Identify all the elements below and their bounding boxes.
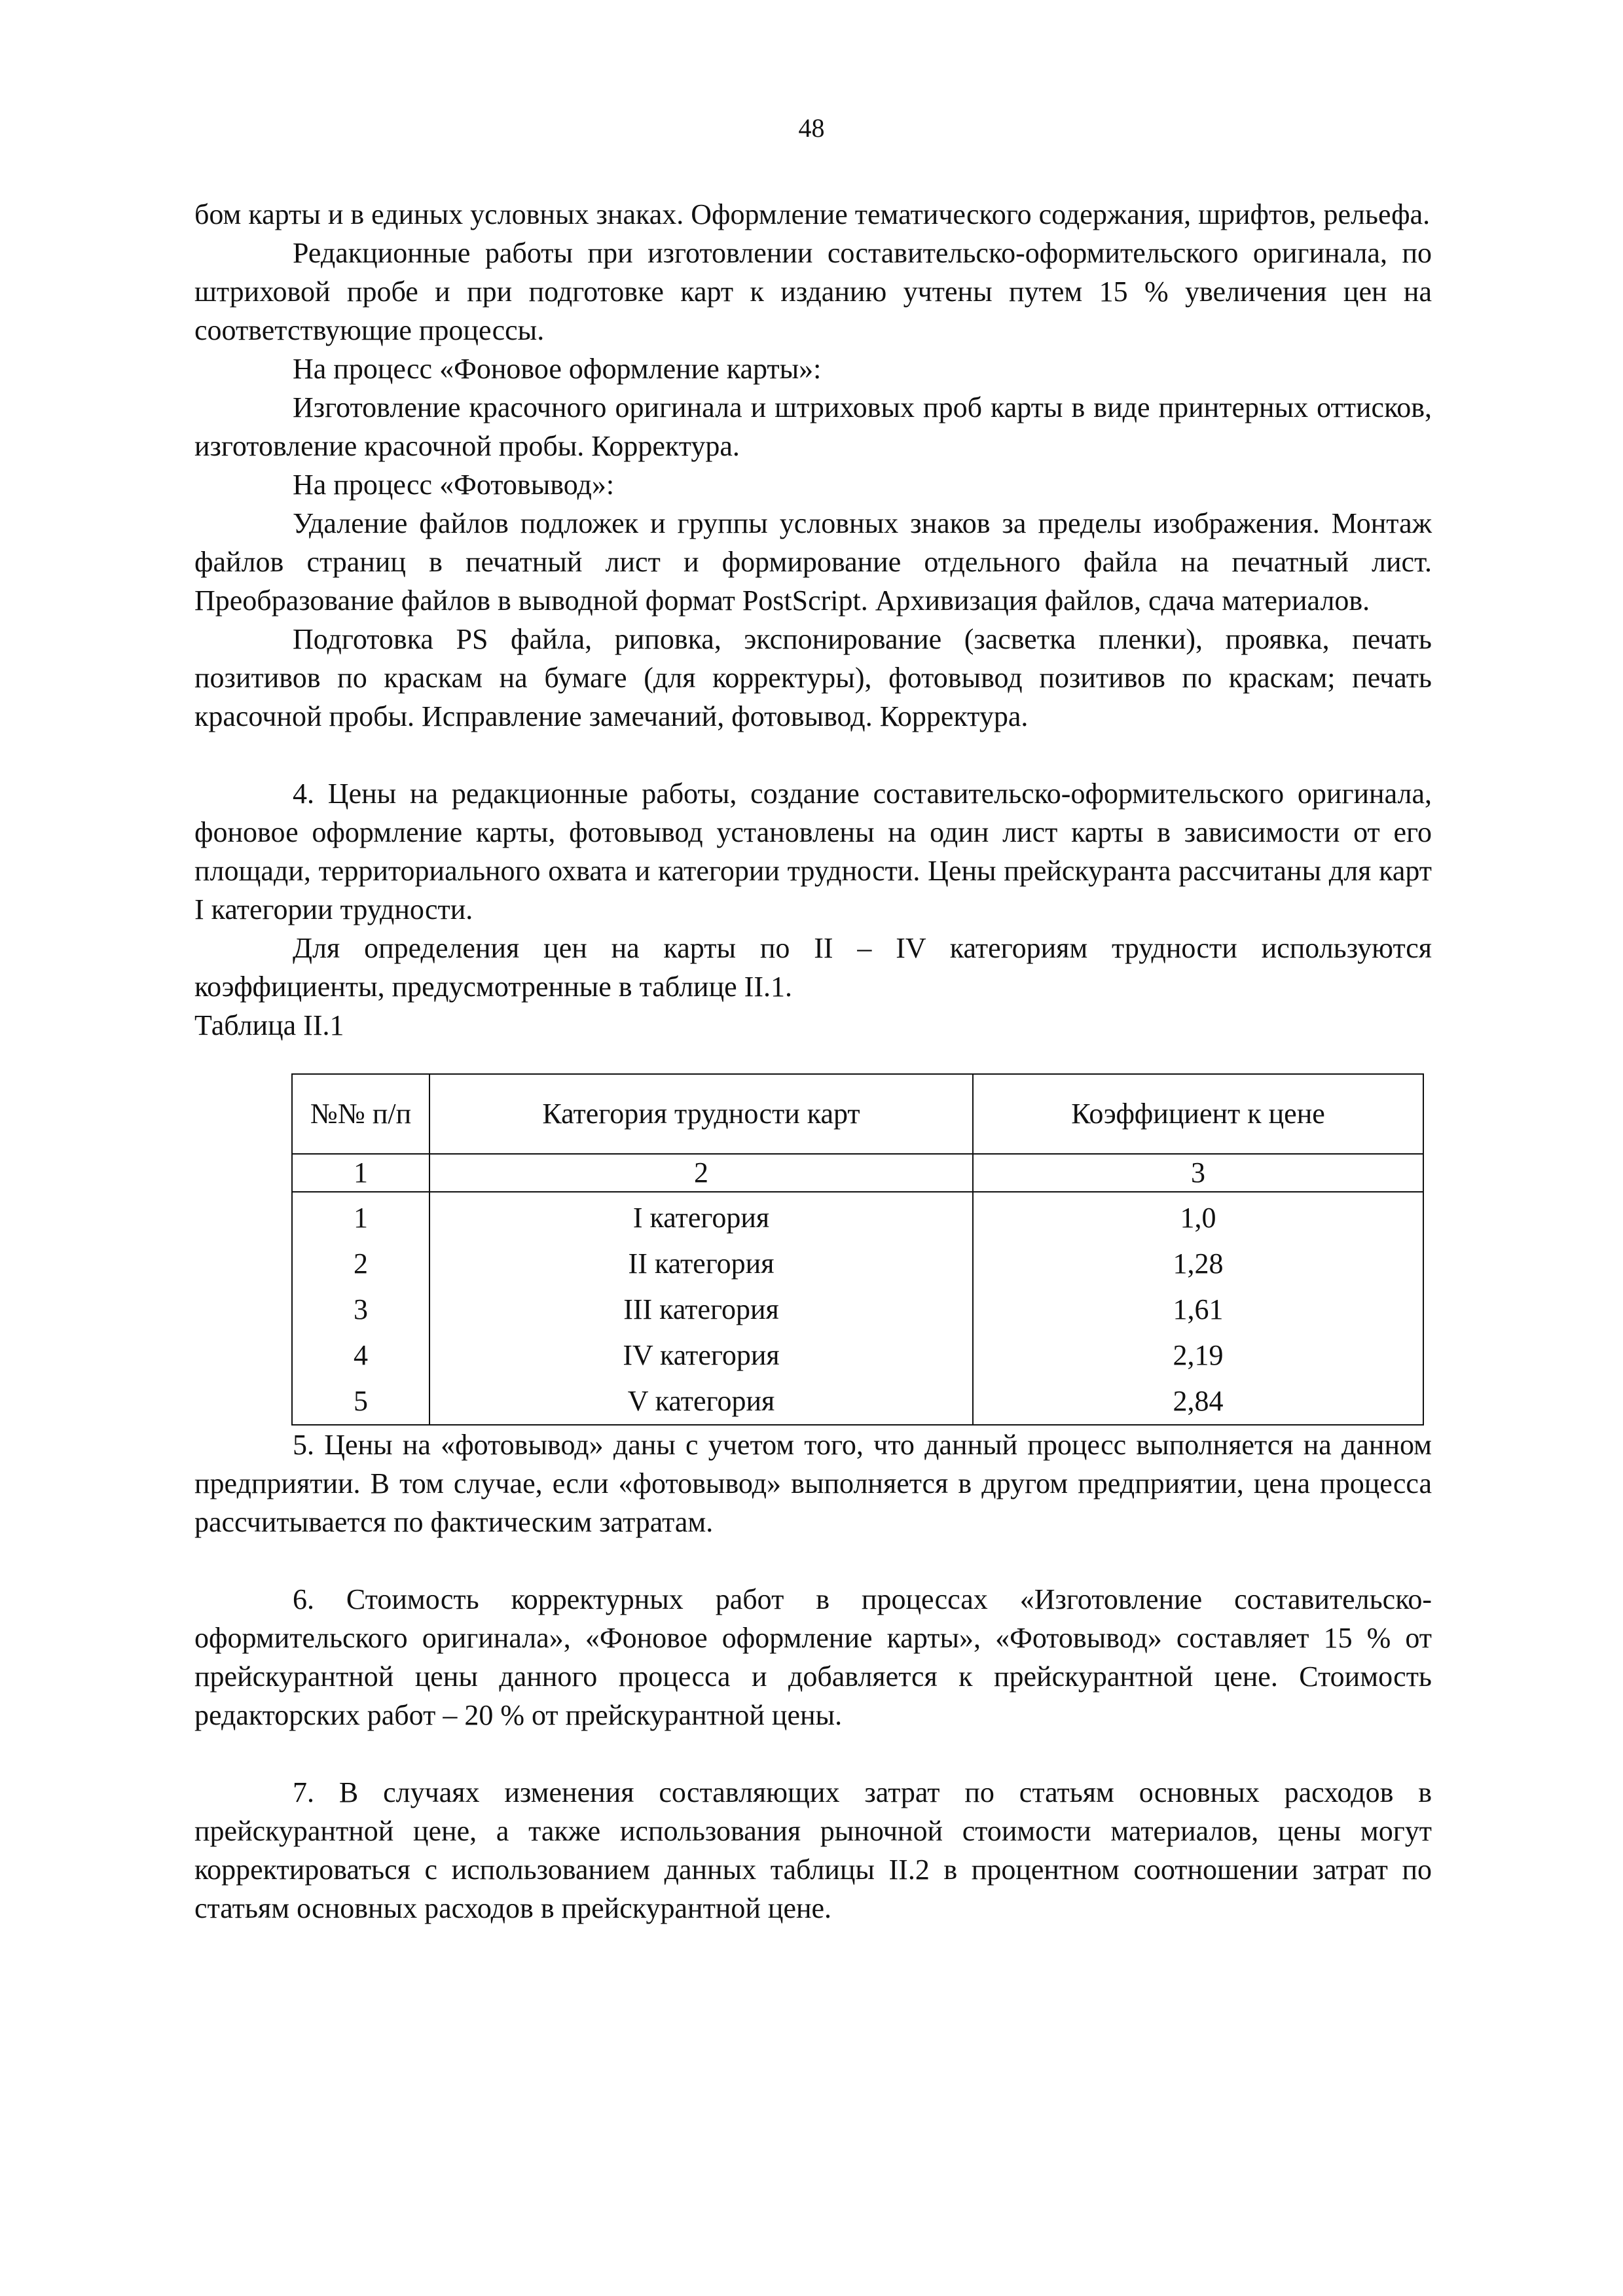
row-coefficient: 2,19 [973, 1333, 1423, 1378]
row-index: 4 [292, 1333, 429, 1378]
row-category: III категория [429, 1287, 973, 1333]
row-coefficient: 1,0 [973, 1192, 1423, 1241]
paragraph-item-6: 6. Стоимость корректурных работ в процессах «Изготовление составительско-оформительского оригинала», «Фоновое оформление карты», «Фотовывод» составляет 15 % от прейскурантной цены данного процесса и добавляется к прейскурантной цене. Стоимость редакторских работ – 20 % от прейскурантной цены. [194, 1583, 1432, 1731]
paragraph-item-5: 5. Цены на «фотовывод» даны с учетом того, что данный процесс выполняется на данном предприятии. В том случае, если «фотовывод» выполняется в другом предприятии, цена процесса рассчитывается по фактическим затратам. [194, 1429, 1432, 1538]
paragraph-item-4: 4. Цены на редакционные работы, создание составительско-оформительского оригинала, фоновое оформление карты, фотовывод установлены на один лист карты в зависимости от его площади, территориального охвата и категории трудности. Цены прейскуранта рассчитаны для карт I категории трудности. [194, 778, 1432, 925]
row-category: IV категория [429, 1333, 973, 1378]
paragraph-background-process-heading: На процесс «Фоновое оформление карты»: [293, 353, 822, 385]
coefficient-table-wrapper [291, 1073, 1423, 1426]
table-row [292, 1192, 1423, 1241]
paragraph-photo-output-heading: На процесс «Фотовывод»: [293, 469, 615, 501]
row-index: 1 [292, 1192, 429, 1241]
row-category: II категория [429, 1241, 973, 1287]
coefficient-table [291, 1073, 1424, 1426]
table-caption: Таблица II.1 [194, 1009, 344, 1041]
document-body [194, 195, 1432, 1928]
row-category: V категория [429, 1378, 973, 1425]
paragraph-item-7: 7. В случаях изменения составляющих затрат по статьям основных расходов в прейскурантной цене, а также использования рыночной стоимости материалов, цены могут корректироваться с использованием данных таблицы II.2 в процентном соотношении затрат по статьям основных расходов в прейскурантной цене. [194, 1776, 1432, 1924]
column-number: 3 [973, 1154, 1423, 1192]
table-row [292, 1378, 1423, 1425]
row-coefficient: 1,61 [973, 1287, 1423, 1333]
column-number: 1 [292, 1154, 429, 1192]
header-coefficient: Коэффициент к цене [973, 1074, 1423, 1154]
column-number: 2 [429, 1154, 973, 1192]
table-header-row [292, 1074, 1423, 1154]
paragraph-editorial-work: Редакционные работы при изготовлении составительско-оформительского оригинала, по штриховой пробе и при подготовке карт к изданию учтены путем 15 % увеличения цен на соответствующие процессы. [194, 237, 1432, 346]
header-category: Категория трудности карт [429, 1074, 973, 1154]
row-coefficient: 2,84 [973, 1378, 1423, 1425]
paragraph-background-process-body: Изготовление красочного оригинала и штриховых проб карты в виде принтерных оттисков, изготовление красочной пробы. Корректура. [194, 391, 1432, 462]
paragraph-photo-output-body-1: Удаление файлов подложек и группы условных знаков за пределы изображения. Монтаж файлов страниц в печатный лист и формирование отдельного файла на печатный лист. Преобразование файлов в выводной формат PostScript. Архивизация файлов, сдача материалов. [194, 507, 1432, 617]
paragraph-photo-output-body-2: Подготовка PS файла, риповка, экспонирование (засветка пленки), проявка, печать позитивов по краскам на бумаге (для корректуры), фотовывод позитивов по краскам; печать красочной пробы. Исправление замечаний, фотовывод. Корректура. [194, 623, 1432, 732]
table-row [292, 1241, 1423, 1287]
row-coefficient: 1,28 [973, 1241, 1423, 1287]
row-category: I категория [429, 1192, 973, 1241]
paragraph-coefficients-intro: Для определения цен на карты по II – IV категориям трудности используются коэффициенты, предусмотренные в таблице II.1. [194, 932, 1432, 1003]
header-number: №№ п/п [292, 1074, 429, 1154]
paragraph-continuation: бом карты и в единых условных знаках. Оформление тематического содержания, шрифтов, рельефа. [194, 198, 1431, 230]
row-index: 5 [292, 1378, 429, 1425]
table-row [292, 1333, 1423, 1378]
page-number: 48 [798, 113, 825, 143]
table-row [292, 1287, 1423, 1333]
table-column-number-row [292, 1154, 1423, 1192]
row-index: 3 [292, 1287, 429, 1333]
row-index: 2 [292, 1241, 429, 1287]
